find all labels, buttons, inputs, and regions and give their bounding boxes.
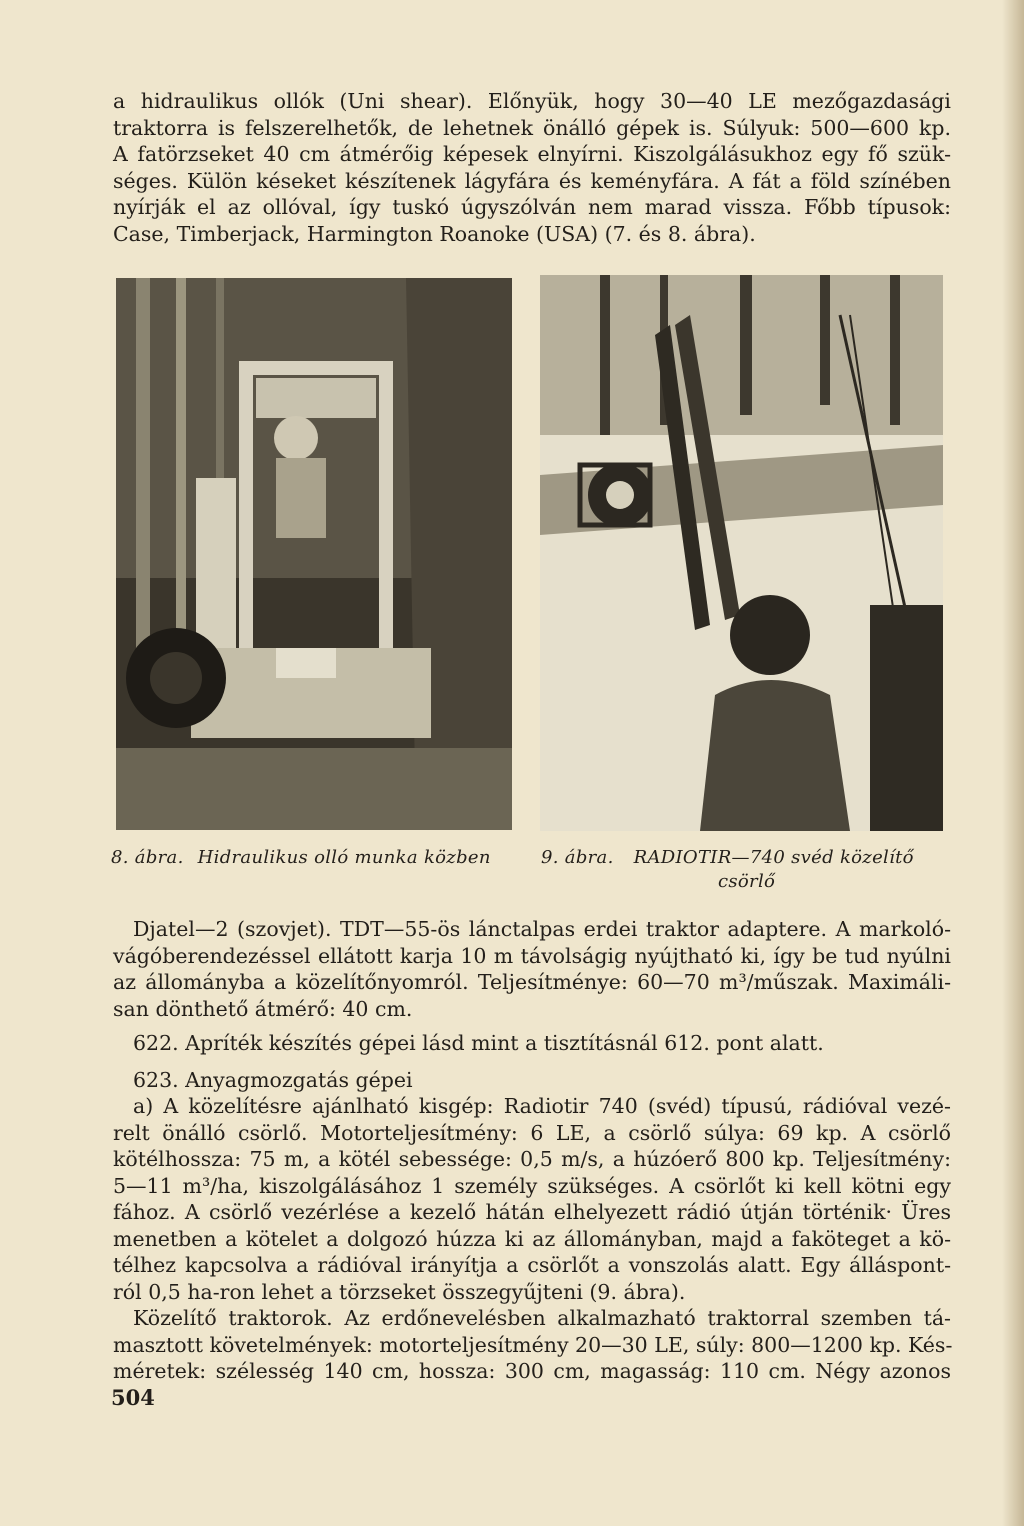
text-line: a hidraulikus ollók (Uni shear). Előnyük, hogy 30—40 LE mezőgazdasági (113, 89, 951, 113)
text-line: az állományba a közelítőnyomról. Teljesítménye: 60—70 m³/műszak. Maximáli- (113, 970, 951, 994)
text-line: Case, Timberjack, Harmington Roanoke (USA) (7. és 8. ábra). (113, 221, 756, 246)
text-line: A fatörzseket 40 cm átmérőig képesek elnyírni. Kiszolgálásukhoz egy fő szük- (113, 142, 951, 166)
text-line: masztott követelmények: motorteljesítmény 20—30 LE, súly: 800—1200 kp. Kés- (113, 1332, 953, 1357)
text-line: san dönthető átmérő: 40 cm. (113, 996, 413, 1021)
text-line: 623. Anyagmozgatás gépei (133, 1068, 413, 1092)
figure-9-caption-number: 9. ábra. (541, 847, 614, 868)
figure-9-caption-text-continued: csörlő (718, 871, 776, 892)
hydraulic-shear-illustration (116, 278, 512, 830)
text-line: télhez kapcsolva a rádióval irányítja a csörlőt a vonszolás alatt. Egy álláspont- (113, 1253, 951, 1277)
top-paragraph (113, 88, 951, 247)
kozelito-paragraph (113, 1305, 951, 1385)
item-623-heading (113, 1067, 951, 1094)
figure-8-caption-number: 8. ábra. (111, 847, 184, 868)
djatel-paragraph (113, 916, 951, 1022)
text-line: Közelítő traktorok. Az erdőnevelésben alkalmazható traktorral szemben tá- (133, 1306, 951, 1330)
text-line: a) A közelítésre ajánlható kisgép: Radiotir 740 (svéd) típusú, rádióval vezé- (133, 1094, 951, 1118)
text-line: menetben a kötelet a dolgozó húzza ki az állományban, majd a faköteget a kö- (113, 1226, 951, 1251)
text-line: séges. Külön késeket készítenek lágyfára és keményfára. A fát a föld színében (113, 168, 951, 193)
figure-8-caption-text: Hidraulikus olló munka közben (197, 847, 491, 868)
text-line: ról 0,5 ha-ron lehet a törzseket összegyűjteni (9. ábra). (113, 1279, 686, 1304)
text-line: fához. A csörlő vezérlése a kezelő hátán elhelyezett rádió útján történik· Üres (113, 1200, 951, 1224)
page-edge-shadow (1002, 0, 1024, 1526)
figure-9-photo (540, 275, 943, 831)
text-line: Djatel—2 (szovjet). TDT—55-ös lánctalpas erdei traktor adaptere. A markoló- (133, 917, 951, 941)
figure-9-caption (541, 846, 961, 894)
figure-8-photo (116, 278, 512, 830)
text-line: méretek: szélesség 140 cm, hossza: 300 cm, magasság: 110 cm. Négy azonos (113, 1359, 951, 1383)
figure-9-caption-text: RADIOTIR—740 svéd közelítő (633, 847, 914, 868)
item-622 (113, 1030, 951, 1057)
text-line: nyírják el az ollóval, így tuskó úgyszólván nem marad vissza. Főbb típusok: (113, 195, 951, 219)
text-line: kötélhossza: 75 m, a kötél sebessége: 0,5 m/s, a húzóerő 800 kp. Teljesítmény: (113, 1147, 951, 1171)
page-number: 504 (111, 1385, 155, 1410)
item-a-paragraph (113, 1093, 951, 1305)
winch-illustration (540, 275, 943, 831)
text-line: 622. Apríték készítés gépei lásd mint a tisztításnál 612. pont alatt. (133, 1031, 824, 1055)
text-line: relt önálló csörlő. Motorteljesítmény: 6 LE, a csörlő súlya: 69 kp. A csörlő (113, 1120, 951, 1145)
figure-8-caption (111, 846, 491, 870)
text-line: traktorra is felszerelhetők, de lehetnek önálló gépek is. Súlyuk: 500—600 kp. (113, 115, 951, 140)
text-line: vágóberendezéssel ellátott karja 10 m távolságig nyújtható ki, így be tud nyúlni (113, 943, 951, 968)
text-line: 5—11 m³/ha, kiszolgálásához 1 személy szükséges. A csörlőt ki kell kötni egy (113, 1173, 951, 1198)
